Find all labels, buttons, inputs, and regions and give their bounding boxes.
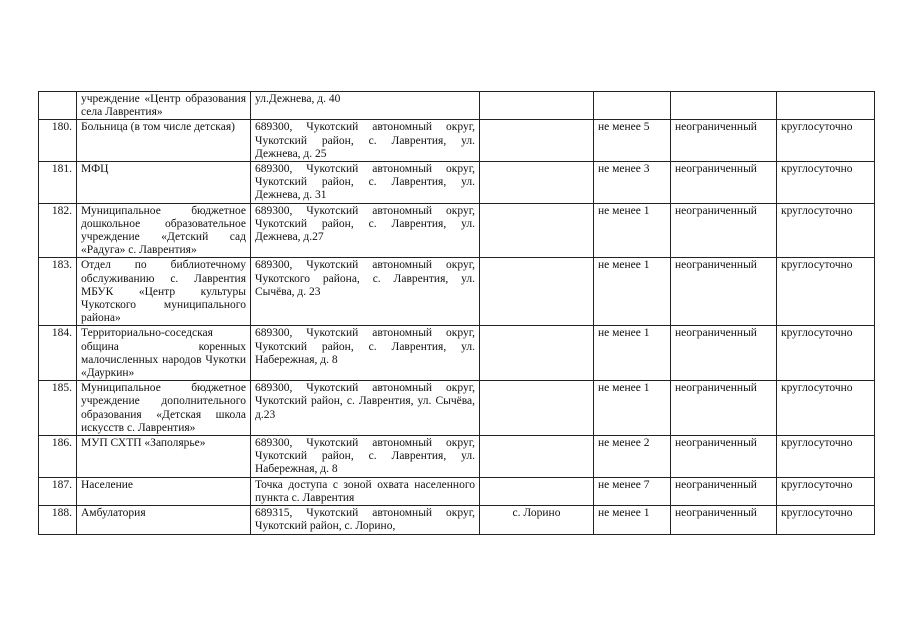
table-row (39, 203, 875, 258)
operating-mode: круглосуточно (777, 436, 875, 478)
facility-name: Отдел по библиотечному обслуживанию с. Лаврентия МБУК «Центр культуры Чукотского муниципального района» (77, 258, 251, 326)
service-term: неограниченный (671, 203, 777, 258)
locality-cell (480, 92, 594, 120)
table-row (39, 162, 875, 204)
operating-mode: круглосуточно (777, 477, 875, 505)
point-count: не менее 5 (594, 120, 671, 162)
facility-address: 689300, Чукотский автономный округ, Чукотский район, с. Лаврентия, ул. Сычёва, д.23 (251, 381, 480, 436)
service-term: неограниченный (671, 436, 777, 478)
point-count: не менее 3 (594, 162, 671, 204)
row-number: 187. (39, 477, 77, 505)
service-term: неограниченный (671, 258, 777, 326)
facility-address: 689300, Чукотский автономный округ, Чукотский район, с. Лаврентия, ул. Набережная, д. 8 (251, 436, 480, 478)
locality-cell (480, 436, 594, 478)
row-number: 181. (39, 162, 77, 204)
service-term: неограниченный (671, 381, 777, 436)
service-term: неограниченный (671, 162, 777, 204)
service-term: неограниченный (671, 326, 777, 381)
service-term (671, 92, 777, 120)
point-count: не менее 1 (594, 258, 671, 326)
locality-cell (480, 162, 594, 204)
operating-mode: круглосуточно (777, 506, 875, 534)
facility-name: МУП СХТП «Заполярье» (77, 436, 251, 478)
locality-cell (480, 381, 594, 436)
facility-name: Муниципальное бюджетное учреждение дополнительного образования «Детская школа искусств с. Лаврентия» (77, 381, 251, 436)
facility-name: Население (77, 477, 251, 505)
point-count: не менее 1 (594, 381, 671, 436)
row-number: 185. (39, 381, 77, 436)
row-number: 184. (39, 326, 77, 381)
locality-cell (480, 120, 594, 162)
table-row (39, 120, 875, 162)
operating-mode (777, 92, 875, 120)
operating-mode: круглосуточно (777, 381, 875, 436)
row-number: 180. (39, 120, 77, 162)
locality-cell (480, 326, 594, 381)
facility-name: Муниципальное бюджетное дошкольное образовательное учреждение «Детский сад «Радуга» с. Лаврентия» (77, 203, 251, 258)
row-number: 183. (39, 258, 77, 326)
operating-mode: круглосуточно (777, 326, 875, 381)
facility-name: Больница (в том числе детская) (77, 120, 251, 162)
facility-address: 689300, Чукотский автономный округ, Чукотский район, с. Лаврентия, ул. Дежнева, д. 25 (251, 120, 480, 162)
point-count: не менее 2 (594, 436, 671, 478)
service-term: неограниченный (671, 506, 777, 534)
row-number (39, 92, 77, 120)
facility-address: Точка доступа с зоной охвата населенного пункта с. Лаврентия (251, 477, 480, 505)
facility-address: 689300, Чукотский автономный округ, Чукотский район, с. Лаврентия, ул. Дежнева, д.27 (251, 203, 480, 258)
row-number: 186. (39, 436, 77, 478)
facility-address: 689300, Чукотский автономный округ, Чукотский район, с. Лаврентия, ул. Набережная, д. 8 (251, 326, 480, 381)
row-number: 188. (39, 506, 77, 534)
point-count: не менее 7 (594, 477, 671, 505)
facility-name: МФЦ (77, 162, 251, 204)
facility-address: 689300, Чукотский автономный округ, Чукотского района, с. Лаврентия, ул. Сычёва, д. 23 (251, 258, 480, 326)
table-row (39, 258, 875, 326)
locality-cell: с. Лорино (480, 506, 594, 534)
locality-cell (480, 258, 594, 326)
service-term: неограниченный (671, 477, 777, 505)
table-row (39, 477, 875, 505)
table-row (39, 506, 875, 534)
point-count: не менее 1 (594, 506, 671, 534)
facility-address: ул.Дежнева, д. 40 (251, 92, 480, 120)
operating-mode: круглосуточно (777, 258, 875, 326)
facilities-table (38, 91, 875, 535)
row-number: 182. (39, 203, 77, 258)
facility-name: Территориально-соседская община коренных малочисленных народов Чукотки «Дауркин» (77, 326, 251, 381)
table-row (39, 436, 875, 478)
point-count: не менее 1 (594, 326, 671, 381)
facility-address: 689315, Чукотский автономный округ, Чукотский район, с. Лорино, (251, 506, 480, 534)
table-row (39, 381, 875, 436)
operating-mode: круглосуточно (777, 203, 875, 258)
locality-cell (480, 477, 594, 505)
locality-cell (480, 203, 594, 258)
service-term: неограниченный (671, 120, 777, 162)
table-row (39, 92, 875, 120)
facility-name: Амбулатория (77, 506, 251, 534)
operating-mode: круглосуточно (777, 120, 875, 162)
table-row (39, 326, 875, 381)
facility-name: учреждение «Центр образования села Лаврентия» (77, 92, 251, 120)
facility-address: 689300, Чукотский автономный округ, Чукотский район, с. Лаврентия, ул. Дежнева, д. 31 (251, 162, 480, 204)
operating-mode: круглосуточно (777, 162, 875, 204)
point-count (594, 92, 671, 120)
point-count: не менее 1 (594, 203, 671, 258)
